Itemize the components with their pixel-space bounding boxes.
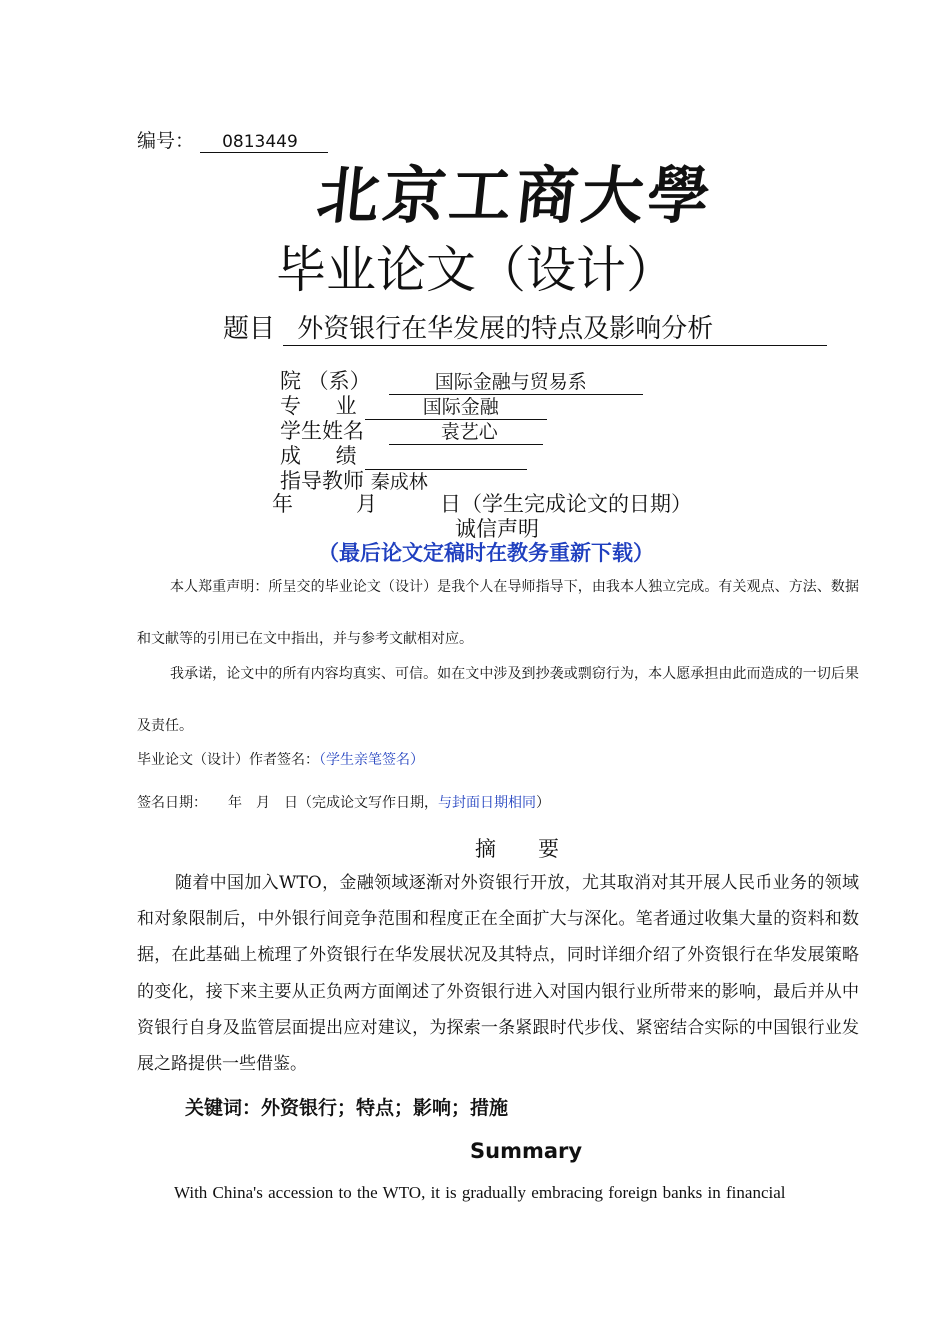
integrity-note: （最后论文定稿时在教务重新下载） (318, 541, 654, 565)
signature-label: 毕业论文（设计）作者签名： (137, 752, 319, 768)
doc-type-title: 毕业论文（设计） (276, 241, 676, 299)
integrity-paragraph-1: 本人郑重声明：所呈交的毕业论文（设计）是我个人在导师指导下，由我本人独立完成。有关观点、方法、数据和文献等的引用已在文中指出，并与参考文献相对应。 (137, 579, 859, 647)
field-value: 国际金融 (365, 392, 547, 420)
abstract-heading: 摘 要 (475, 837, 559, 861)
abstract-keywords: 关键词：外资银行；特点；影响；措施 (185, 1097, 509, 1119)
author-signature-line (137, 749, 424, 769)
signature-date-line (137, 792, 550, 812)
signature-date-label: 签名日期： 年 月 日（完成论文写作日期， (137, 795, 438, 811)
summary-heading: Summary (470, 1139, 583, 1163)
serial-line (137, 126, 328, 153)
abstract-body: 随着中国加入WTO，金融领域逐渐对外资银行开放，尤其取消对其开展人民币业务的领域和对象限制后，中外银行间竞争范围和程度正在全面扩大与深化。笔者通过收集大量的资料和数据，在此基础上梳理了外资银行在华发展状况及其特点，同时详细介绍了外资银行在华发展策略的变化，接下来主要从正负两方面阐述了外资银行进入对国内银行业所带来的影响，最后并从中资银行自身及监管层面提出应对建议，为探索一条紧跟时代步伐、紧密结合实际的中国银行业发展之路提供一些借鉴。 (137, 873, 859, 1075)
field-value: 秦成林 (370, 471, 428, 493)
title-label: 题目 (223, 314, 276, 344)
field-label: 学生姓名 (280, 419, 364, 443)
field-value: 袁艺心 (389, 417, 543, 445)
serial-label: 编号： (137, 130, 195, 152)
signature-hint: （学生亲笔签名） (319, 752, 424, 768)
thesis-title-line (223, 308, 827, 346)
field-label: 院 （系） (280, 369, 371, 393)
completion-date-line: 年 月 日（学生完成论文的日期） (272, 492, 692, 516)
serial-value: 0813449 (200, 132, 328, 153)
title-value: 外资银行在华发展的特点及影响分析 (283, 308, 827, 346)
integrity-heading: 诚信声明 (455, 517, 539, 541)
signature-date-close: ） (536, 795, 550, 811)
field-value: 国际金融与贸易系 (389, 367, 643, 395)
field-label: 成 绩 (280, 444, 371, 468)
field-label: 专 业 (280, 394, 371, 418)
integrity-paragraph-2: 我承诺，论文中的所有内容均真实、可信。如在文中涉及到抄袭或剽窃行为，本人愿承担由此而造成的一切后果及责任。 (137, 666, 859, 734)
university-logo: 北京工商大學 (313, 159, 718, 232)
field-label: 指导教师 (280, 469, 364, 493)
summary-body: With China's accession to the WTO, it is gradually embracing foreign banks in financial (174, 1183, 786, 1202)
signature-date-hint: 与封面日期相同 (438, 795, 536, 811)
